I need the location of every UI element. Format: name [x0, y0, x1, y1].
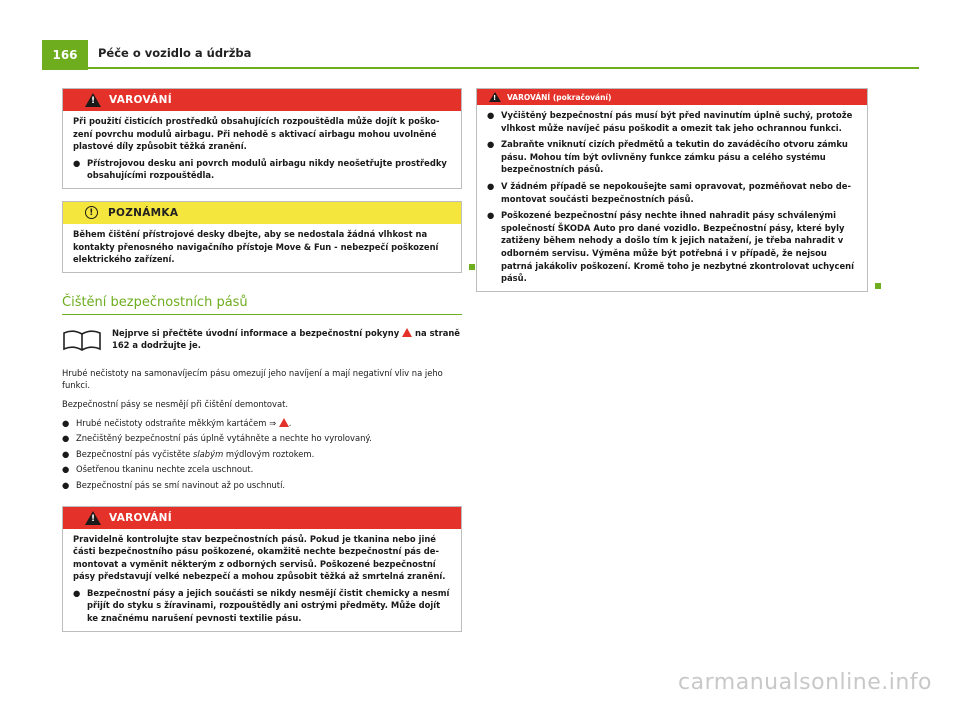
list-item-text-4: Bezpečnostní pás se smí navinout až po uschnutí. — [76, 479, 286, 490]
right-column — [476, 88, 868, 292]
list-item — [62, 479, 462, 492]
bullet-dot-icon: ● — [487, 180, 495, 191]
page-number: 166 — [42, 40, 88, 70]
warning-body — [63, 529, 461, 631]
warning-text: Při použití čisticích prostředků obsahujících rozpouštědla může dojít k poškození povrchu modulů airbagu. Při nehodě s aktivací airbagu mohou uvolněné plastové díly způsobit těžká zranění. — [73, 116, 440, 152]
note-header — [63, 202, 461, 224]
bullet-dot-icon: ● — [62, 479, 70, 490]
section-rule — [62, 314, 462, 315]
steps-list — [62, 417, 462, 492]
bullet-dot-icon: ● — [62, 464, 70, 475]
warning-bullet-text: Bezpečnostní pásy a jejich součásti se nikdy nesmějí čistit chemicky a nesmí přijít do styku s žíravinami, rozpouštědly ani ostrými předměty. Může dojít ke značnému narušení pevnosti textilie pásu. — [87, 587, 450, 624]
page-header-title: Péče o vozidlo a údržba — [98, 46, 252, 60]
note-body — [63, 224, 461, 272]
warning-header — [63, 89, 461, 111]
warning-body — [63, 111, 461, 188]
open-book-icon — [62, 329, 102, 353]
bullet-dot-icon: ● — [73, 587, 81, 598]
warning-bullet — [73, 587, 451, 625]
warning-bullet-text-3: Poškozené bezpečnostní pásy nechte ihned nahradit pásy schválenými společností ŠKODA Auto pro dané vozidlo. Bezpečnostní pásy, které byly zatiženy během nehody a došlo tím k jejich natažení, je třeba nahradit v odborném servisu. Výměna může být potřebná i v případě, že nejsou patrná jakákoliv poškození. Kromě toho je nezbytné zkontrolovat uchycení pásů. — [501, 210, 854, 284]
warning-bullet — [487, 109, 857, 134]
section-belts — [62, 295, 462, 492]
note-title: POZNÁMKA — [108, 206, 179, 219]
list-item-text-3: Ošetřenou tkaninu nechte zcela uschnout. — [76, 464, 254, 475]
list-item-text-0: Hrubé nečistoty odstraňte měkkým kartáčem ⇒ — [76, 417, 277, 428]
bullet-dot-icon: ● — [62, 448, 70, 459]
bullet-dot-icon: ● — [487, 139, 495, 150]
intro-text — [112, 327, 462, 353]
bullet-dot-icon: ● — [487, 210, 495, 221]
warning-bullet — [487, 138, 857, 176]
list-item — [62, 448, 462, 461]
warning-triangle-icon — [85, 511, 101, 525]
section-title: Čištění bezpečnostních pásů — [62, 294, 248, 310]
note-box — [62, 201, 462, 273]
list-item — [62, 463, 462, 476]
warning-box-continued — [476, 88, 868, 292]
note-info-icon: ! — [85, 206, 98, 219]
warning-title: VAROVÁNÍ — [109, 511, 172, 524]
bullet-dot-icon: ● — [62, 417, 70, 428]
note-text: Během čištění přístrojové desky dbejte, aby se nedostala žádná vlhkost na kontakty přenosného navigačního přístoje Move & Fun - nebezpečí poškození elektrického zařízení. — [73, 228, 439, 265]
paragraph: Hrubé nečistoty na samonavíjecím pásu omezují jeho navíjení a mají negativní vliv na jeho funkci. — [62, 367, 443, 391]
warning-box-airbag — [62, 88, 462, 189]
end-mark-icon — [875, 283, 881, 289]
list-item — [62, 432, 462, 445]
paragraph: Bezpečnostní pásy se nesmějí při čištění demontovat. — [62, 398, 289, 409]
warning-header — [477, 89, 867, 105]
warning-body — [477, 105, 867, 291]
warning-triangle-icon — [489, 92, 501, 102]
warning-triangle-icon — [402, 328, 412, 337]
warning-bullet — [73, 157, 451, 182]
watermark: carmanualsonline.info — [678, 670, 932, 695]
warning-bullet-text: Přístrojovou desku ani povrch modulů airbagu nikdy neošetřujte prostředky obsahujícími rozpouštědla. — [87, 157, 447, 181]
bullet-dot-icon: ● — [62, 433, 70, 444]
intro-text-b: na straně 162 a dodržujte je. — [112, 327, 460, 351]
bullet-dot-icon: ● — [73, 157, 81, 168]
list-item-italic: slabým — [192, 448, 224, 459]
header-rule — [88, 67, 919, 69]
list-item-text: Hrubé nečistoty odstraňte měkkým kartáčem ⇒ . — [76, 417, 292, 428]
bullet-dot-icon: ● — [487, 110, 495, 120]
list-item-text-1: Znečištěný bezpečnostní pás úplně vytáhněte a nechte ho vyrolovaný. — [76, 433, 372, 444]
warning-triangle-icon — [279, 418, 289, 427]
warning-text: Pravidelně kontrolujte stav bezpečnostních pásů. Pokud je tkanina nebo jiné části bezpečnostního pásu poškozené, okamžitě nechte bezpečnostní pás demontovat a vyměnit některým z odborných servisů. Poškozené bezpečnostní pásy představují velké nebezpečí a mohou způsobit těžká až smrtelná zranění. — [73, 533, 446, 582]
list-item-tail: mýdlovým roztokem. — [225, 448, 315, 459]
list-item — [62, 417, 462, 430]
warning-bullet-text-2: V žádném případě se nepokoušejte sami opravovat, pozměňovat nebo demontovat součásti bezpečnostních pásů. — [501, 180, 851, 204]
list-item-text — [76, 448, 314, 461]
warning-bullet-text-1: Zabraňte vniknutí cizích předmětů a tekutin do zaváděcího otvoru zámku pásu. Mohou tím být ovlivněny funkce zámku pásu a celého systému bezpečnostních pásů. — [501, 139, 848, 175]
warning-bullet — [487, 180, 857, 205]
warning-title: VAROVÁNÍ (pokračování) — [507, 92, 612, 102]
warning-title: VAROVÁNÍ — [109, 94, 172, 106]
warning-box-belts — [62, 506, 462, 632]
intro-block — [62, 327, 462, 353]
warning-header — [63, 507, 461, 529]
list-item-text-2: Bezpečnostní pás vyčistěte — [76, 448, 191, 459]
warning-bullet-text-0: Vyčištěný bezpečnostní pás musí být před navinutím úplně suchý, protože vlhkost může navíječ pásu poškodit a omezit tak jeho ochrannou funkci. — [501, 110, 853, 133]
end-mark-icon — [469, 264, 475, 270]
left-column — [62, 88, 462, 632]
warning-bullet — [487, 209, 857, 285]
intro-text-a: Nejprve si přečtěte úvodní informace a bezpečnostní pokyny — [112, 327, 400, 338]
warning-triangle-icon — [85, 93, 101, 107]
